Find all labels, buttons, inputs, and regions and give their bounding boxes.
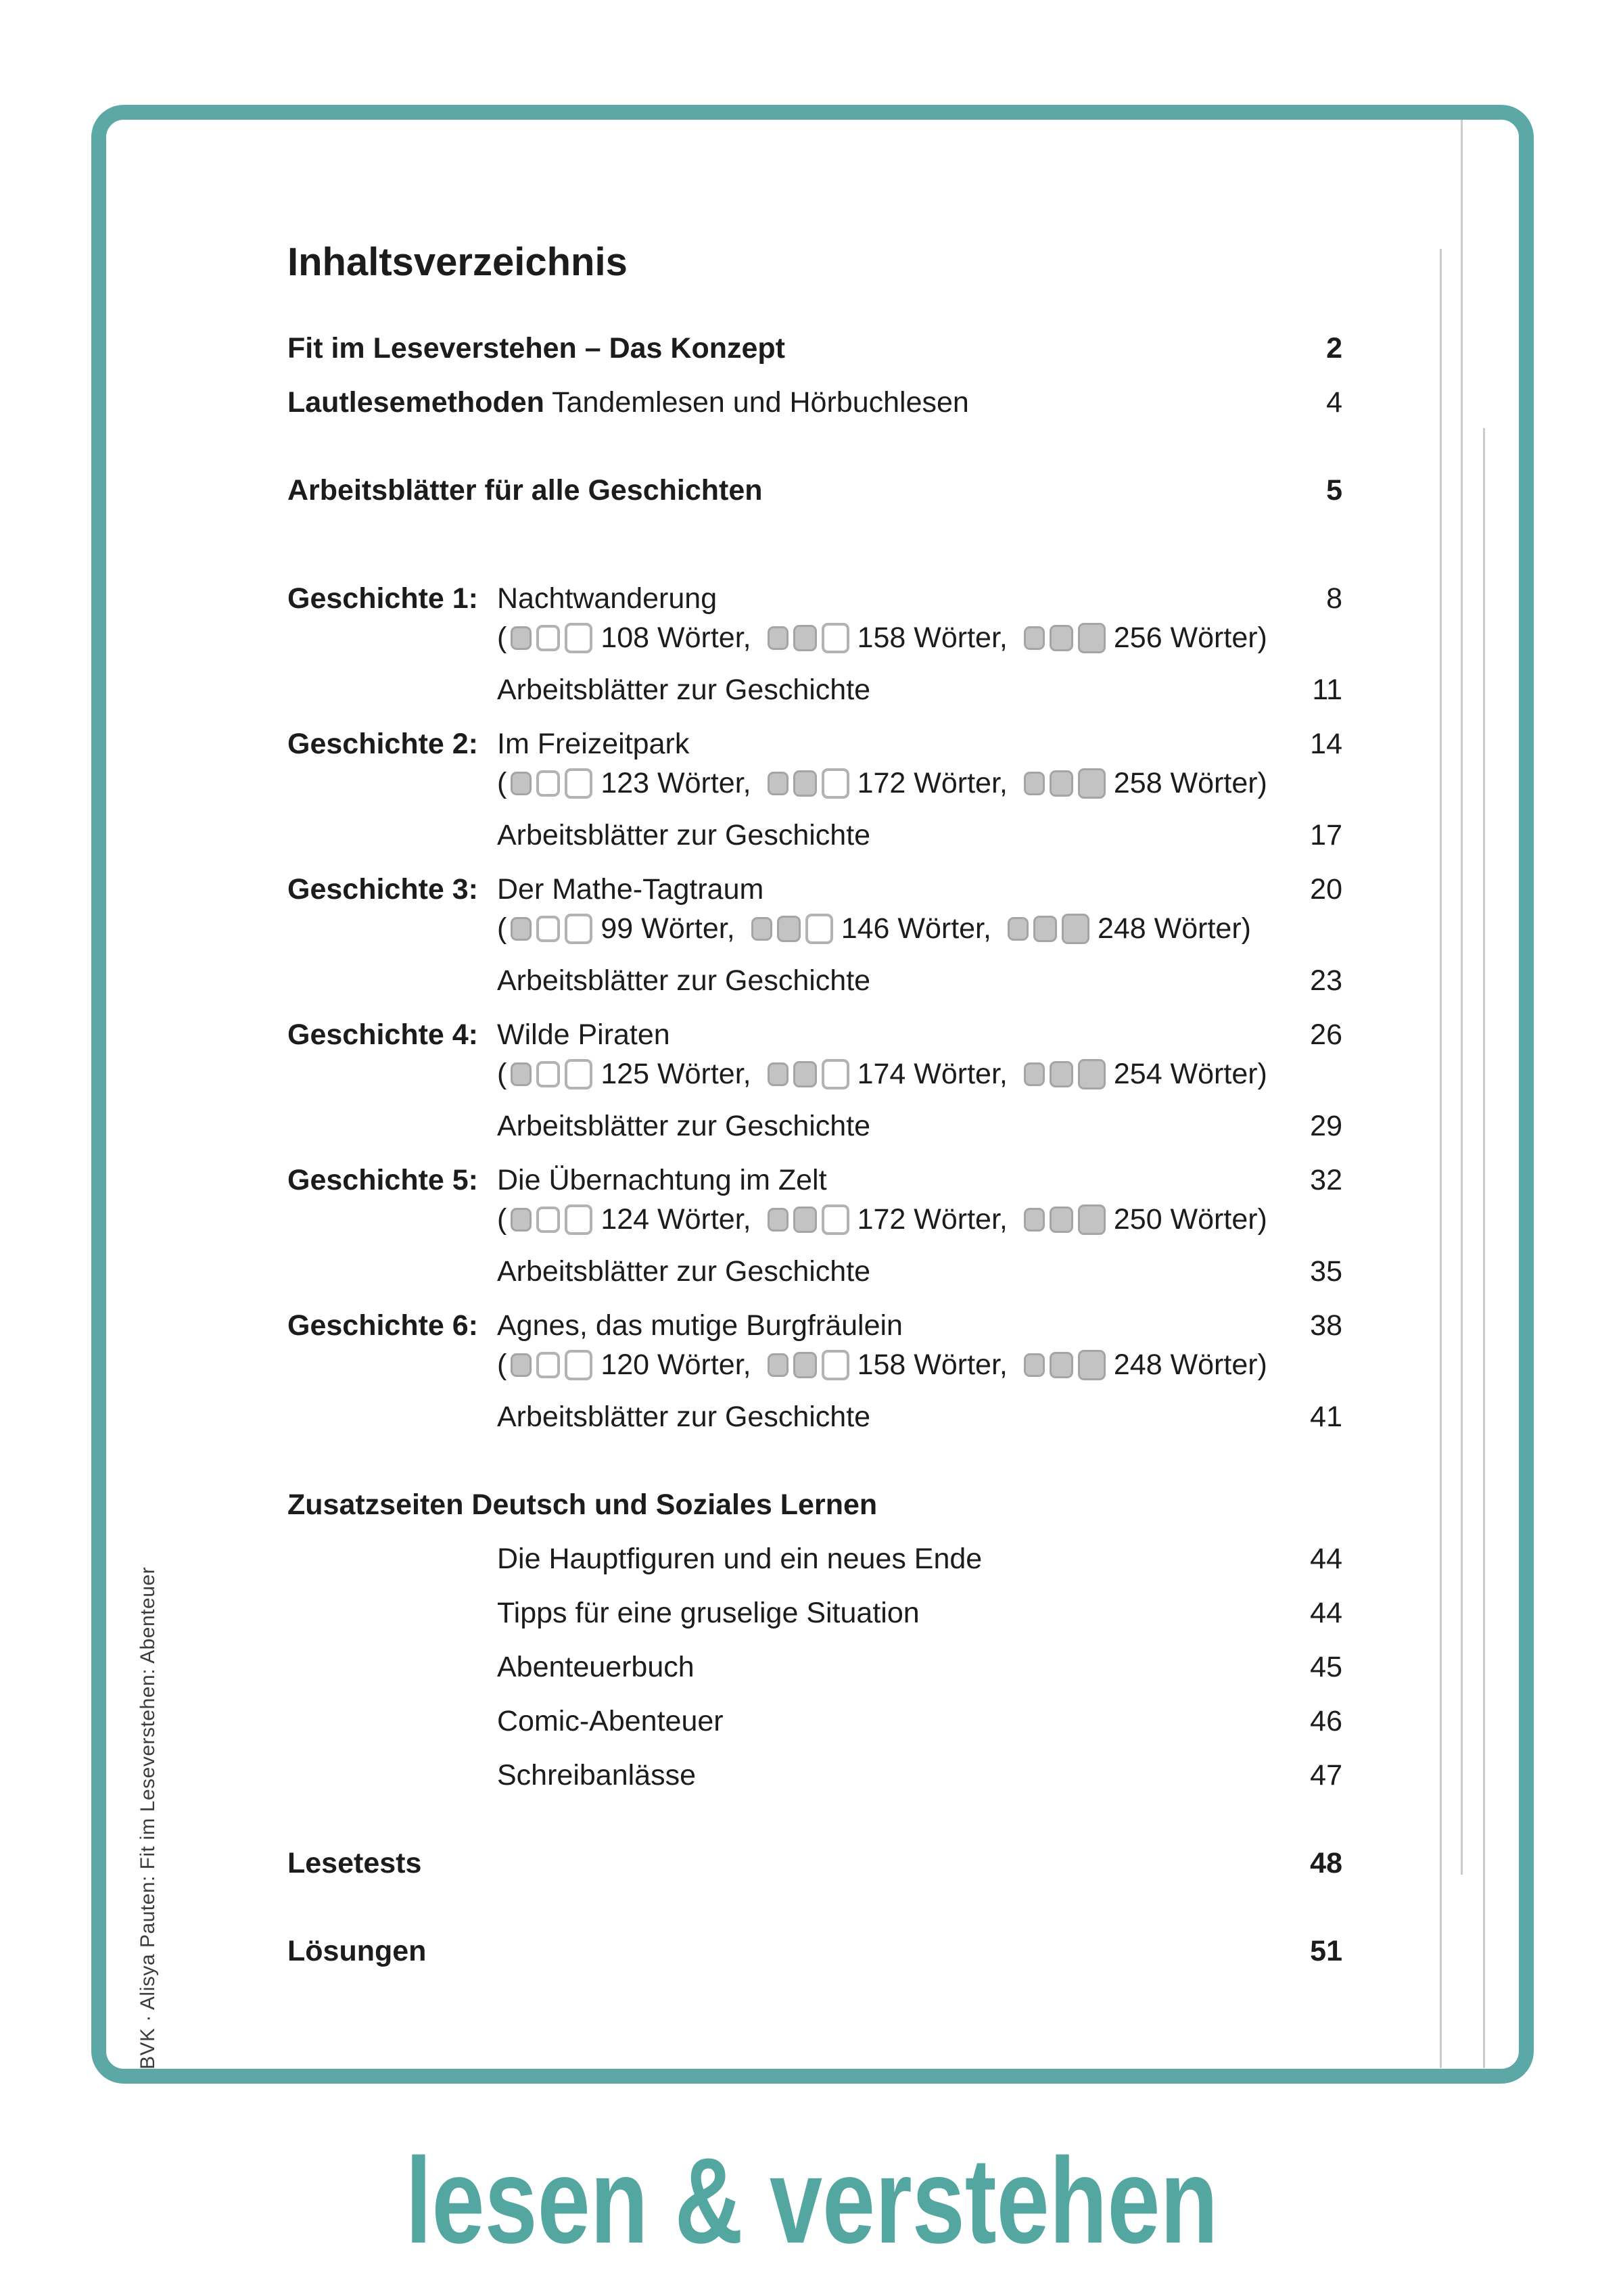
- word-count-label: 174 Wörter,: [857, 1058, 1008, 1090]
- story-title: Der Mathe-Tagtraum: [497, 873, 764, 906]
- page-number: 32: [1310, 1164, 1342, 1196]
- word-count-label: 158 Wörter,: [857, 622, 1008, 654]
- story-label: Geschichte 6:: [287, 1309, 478, 1342]
- toc-row: [287, 1650, 1342, 1684]
- difficulty-square-empty-icon: [536, 916, 560, 942]
- page-number: 4: [1326, 386, 1342, 419]
- difficulty-square-filled-icon: [793, 625, 817, 651]
- word-count-line: [497, 621, 1267, 655]
- entry-title: Arbeitsblätter zur Geschichte: [497, 1255, 871, 1288]
- sidebar-credit-text: BVK · Alisya Pauten: Fit im Leseverstehen: Abenteuer: [137, 1566, 159, 2069]
- difficulty-squares: [1024, 768, 1106, 799]
- difficulty-squares: [511, 1204, 592, 1235]
- difficulty-square-filled-icon: [511, 626, 532, 650]
- toc-row: [287, 1846, 1342, 1880]
- difficulty-squares: [1024, 1059, 1106, 1090]
- difficulty-squares: [768, 1059, 849, 1090]
- word-count-line: [497, 912, 1251, 945]
- word-count-label: 99 Wörter,: [601, 912, 735, 945]
- toc-row: [287, 872, 1342, 906]
- entry-title: Arbeitsblätter zur Geschichte: [497, 1401, 871, 1433]
- page-number: 35: [1310, 1255, 1342, 1288]
- difficulty-square-filled-icon: [751, 917, 772, 941]
- toc-row: [287, 331, 1342, 365]
- word-count-label: 248 Wörter): [1097, 912, 1251, 945]
- difficulty-square-empty-icon: [565, 623, 592, 653]
- toc-row: [287, 582, 1342, 615]
- entry-title: Lösungen: [287, 1935, 427, 1967]
- toc-row: [287, 818, 1342, 852]
- entry-title: Fit im Leseverstehen – Das Konzept: [287, 332, 785, 365]
- word-count-label: 124 Wörter,: [601, 1203, 751, 1236]
- difficulty-square-filled-icon: [1078, 1350, 1106, 1380]
- toc-row: [287, 1542, 1342, 1576]
- story-title: Die Übernachtung im Zelt: [497, 1164, 827, 1196]
- word-count-label: 158 Wörter,: [857, 1349, 1008, 1381]
- story-label: Geschichte 4:: [287, 1018, 478, 1051]
- page-number: 14: [1310, 728, 1342, 760]
- word-count-label: 248 Wörter): [1113, 1349, 1267, 1381]
- entry-title: Arbeitsblätter zur Geschichte: [497, 964, 871, 997]
- toc-row: [287, 673, 1342, 707]
- toc-row: [287, 621, 1342, 655]
- publisher-logo-text: lesen & verstehen: [405, 2133, 1218, 2269]
- page-number: 46: [1310, 1705, 1342, 1737]
- toc-row: [287, 1202, 1342, 1236]
- toc-row: [287, 1018, 1342, 1052]
- open-paren: (: [497, 1058, 507, 1090]
- entry-title: Arbeitsblätter zur Geschichte: [497, 674, 871, 706]
- difficulty-square-filled-icon: [511, 1353, 532, 1377]
- difficulty-square-empty-icon: [536, 1061, 560, 1087]
- word-count-label: 108 Wörter,: [601, 622, 751, 654]
- toc-row: [287, 766, 1342, 800]
- entry-title: Abenteuerbuch: [497, 1651, 695, 1683]
- page-number: 44: [1310, 1597, 1342, 1629]
- difficulty-squares: [751, 914, 833, 944]
- difficulty-square-filled-icon: [1033, 916, 1057, 942]
- story-label: Geschichte 5:: [287, 1164, 478, 1196]
- toc-row: [287, 473, 1342, 507]
- toc-row: [287, 1758, 1342, 1792]
- open-paren: (: [497, 767, 507, 799]
- difficulty-square-filled-icon: [768, 626, 789, 650]
- difficulty-square-empty-icon: [822, 1204, 849, 1235]
- entry-title: Schreibanlässe: [497, 1759, 697, 1791]
- difficulty-square-filled-icon: [1078, 1204, 1106, 1235]
- difficulty-square-empty-icon: [565, 1350, 592, 1380]
- difficulty-square-filled-icon: [793, 1352, 817, 1378]
- difficulty-square-empty-icon: [822, 1059, 849, 1090]
- difficulty-squares: [768, 1350, 849, 1380]
- page-number: 5: [1326, 474, 1342, 507]
- entry-title: Lesetests: [287, 1847, 422, 1879]
- difficulty-square-filled-icon: [1024, 772, 1045, 795]
- page-number: 2: [1326, 332, 1342, 365]
- entry-title: Lautlesemethoden: [287, 386, 544, 419]
- difficulty-square-empty-icon: [565, 768, 592, 799]
- difficulty-squares: [1024, 1350, 1106, 1380]
- word-count-label: 250 Wörter): [1113, 1203, 1267, 1236]
- toc-row: [287, 1109, 1342, 1143]
- difficulty-squares: [768, 768, 849, 799]
- page-number: 41: [1310, 1401, 1342, 1433]
- toc-row: [287, 1704, 1342, 1738]
- difficulty-square-filled-icon: [793, 1206, 817, 1233]
- difficulty-square-empty-icon: [822, 623, 849, 653]
- page-number: 38: [1310, 1309, 1342, 1342]
- difficulty-square-filled-icon: [1050, 1061, 1073, 1087]
- difficulty-squares: [1024, 1204, 1106, 1235]
- toc-row: [287, 1309, 1342, 1342]
- page-title: Inhaltsverzeichnis: [287, 240, 628, 284]
- difficulty-square-empty-icon: [565, 914, 592, 944]
- entry-title: Zusatzseiten Deutsch und Soziales Lernen: [287, 1489, 878, 1521]
- page-number: 20: [1310, 873, 1342, 906]
- toc-row: [287, 1255, 1342, 1288]
- story-title: Nachtwanderung: [497, 582, 718, 615]
- word-count-label: 172 Wörter,: [857, 1203, 1008, 1236]
- difficulty-square-filled-icon: [768, 1208, 789, 1232]
- page-number: 17: [1310, 819, 1342, 851]
- toc-row: [287, 1934, 1342, 1968]
- page-number: 23: [1310, 964, 1342, 997]
- difficulty-square-filled-icon: [1024, 1208, 1045, 1232]
- difficulty-square-filled-icon: [768, 1062, 789, 1086]
- story-title: Im Freizeitpark: [497, 728, 690, 760]
- difficulty-square-filled-icon: [1062, 914, 1089, 944]
- open-paren: (: [497, 622, 507, 654]
- difficulty-squares: [768, 623, 849, 653]
- toc-row: [287, 1488, 1342, 1522]
- word-count-label: 120 Wörter,: [601, 1349, 751, 1381]
- difficulty-square-empty-icon: [822, 768, 849, 799]
- word-count-label: 172 Wörter,: [857, 767, 1008, 799]
- word-count-label: 254 Wörter): [1113, 1058, 1267, 1090]
- story-label: Geschichte 1:: [287, 582, 478, 615]
- page-number: 48: [1310, 1847, 1342, 1879]
- difficulty-square-empty-icon: [565, 1059, 592, 1090]
- open-paren: (: [497, 1203, 507, 1236]
- difficulty-square-empty-icon: [536, 1206, 560, 1233]
- difficulty-square-empty-icon: [565, 1204, 592, 1235]
- difficulty-squares: [511, 1350, 592, 1380]
- word-count-label: 258 Wörter): [1113, 767, 1267, 799]
- page-number: 47: [1310, 1759, 1342, 1791]
- word-count-label: 125 Wörter,: [601, 1058, 751, 1090]
- word-count-line: [497, 1057, 1267, 1091]
- difficulty-square-filled-icon: [511, 1208, 532, 1232]
- word-count-label: 146 Wörter,: [841, 912, 991, 945]
- difficulty-square-filled-icon: [1078, 623, 1106, 653]
- difficulty-squares: [1024, 623, 1106, 653]
- entry-title: Arbeitsblätter zur Geschichte: [497, 1110, 871, 1142]
- toc-row: [287, 1596, 1342, 1630]
- difficulty-square-filled-icon: [768, 772, 789, 795]
- open-paren: (: [497, 912, 507, 945]
- difficulty-square-filled-icon: [511, 917, 532, 941]
- word-count-label: 256 Wörter): [1113, 622, 1267, 654]
- toc-row: [287, 1348, 1342, 1382]
- difficulty-square-filled-icon: [1078, 1059, 1106, 1090]
- toc-row: [287, 912, 1342, 945]
- difficulty-square-filled-icon: [1008, 917, 1029, 941]
- word-count-label: 123 Wörter,: [601, 767, 751, 799]
- difficulty-square-filled-icon: [793, 1061, 817, 1087]
- toc-row: [287, 385, 1342, 419]
- difficulty-squares: [768, 1204, 849, 1235]
- page-number: 44: [1310, 1543, 1342, 1575]
- logo-container: [0, 2133, 1623, 2269]
- toc-row: [287, 727, 1342, 761]
- page-number: 8: [1326, 582, 1342, 615]
- open-paren: (: [497, 1349, 507, 1381]
- toc-row: [287, 1057, 1342, 1091]
- toc-row: [287, 1400, 1342, 1434]
- difficulty-square-filled-icon: [1024, 1353, 1045, 1377]
- difficulty-square-filled-icon: [777, 916, 801, 942]
- difficulty-square-empty-icon: [536, 1352, 560, 1378]
- difficulty-square-empty-icon: [536, 770, 560, 797]
- entry-subtitle: Tandemlesen und Hörbuchlesen: [544, 386, 969, 419]
- entry-title: Die Hauptfiguren und ein neues Ende: [497, 1543, 983, 1575]
- difficulty-squares: [511, 914, 592, 944]
- difficulty-square-filled-icon: [511, 772, 532, 795]
- toc-row: [287, 964, 1342, 998]
- story-title: Agnes, das mutige Burgfräulein: [497, 1309, 903, 1342]
- difficulty-square-filled-icon: [793, 770, 817, 797]
- page-number: 26: [1310, 1018, 1342, 1051]
- difficulty-square-filled-icon: [768, 1353, 789, 1377]
- difficulty-square-filled-icon: [1078, 768, 1106, 799]
- toc-row: [287, 1163, 1342, 1197]
- toc-content: [287, 120, 1342, 1968]
- page-number: 29: [1310, 1110, 1342, 1142]
- word-count-line: [497, 766, 1267, 800]
- difficulty-square-filled-icon: [1050, 1206, 1073, 1233]
- story-label: Geschichte 2:: [287, 728, 478, 760]
- page-number: 51: [1310, 1935, 1342, 1967]
- difficulty-square-empty-icon: [822, 1350, 849, 1380]
- page-number: 45: [1310, 1651, 1342, 1683]
- entry-title: Tipps für eine gruselige Situation: [497, 1597, 920, 1629]
- story-label: Geschichte 3:: [287, 873, 478, 906]
- difficulty-squares: [1008, 914, 1089, 944]
- difficulty-square-filled-icon: [1050, 770, 1073, 797]
- difficulty-square-filled-icon: [1050, 1352, 1073, 1378]
- difficulty-squares: [511, 768, 592, 799]
- entry-title: Arbeitsblätter für alle Geschichten: [287, 474, 763, 507]
- toc-rows: [287, 331, 1342, 1968]
- word-count-line: [497, 1202, 1267, 1236]
- difficulty-square-empty-icon: [536, 625, 560, 651]
- difficulty-square-filled-icon: [1050, 625, 1073, 651]
- difficulty-square-empty-icon: [805, 914, 833, 944]
- page-number: 11: [1312, 674, 1342, 706]
- word-count-line: [497, 1348, 1267, 1382]
- entry-title: Arbeitsblätter zur Geschichte: [497, 819, 871, 851]
- difficulty-square-filled-icon: [511, 1062, 532, 1086]
- story-title: Wilde Piraten: [497, 1018, 670, 1051]
- entry-title: Comic-Abenteuer: [497, 1705, 724, 1737]
- difficulty-squares: [511, 1059, 592, 1090]
- difficulty-squares: [511, 623, 592, 653]
- difficulty-square-filled-icon: [1024, 1062, 1045, 1086]
- difficulty-square-filled-icon: [1024, 626, 1045, 650]
